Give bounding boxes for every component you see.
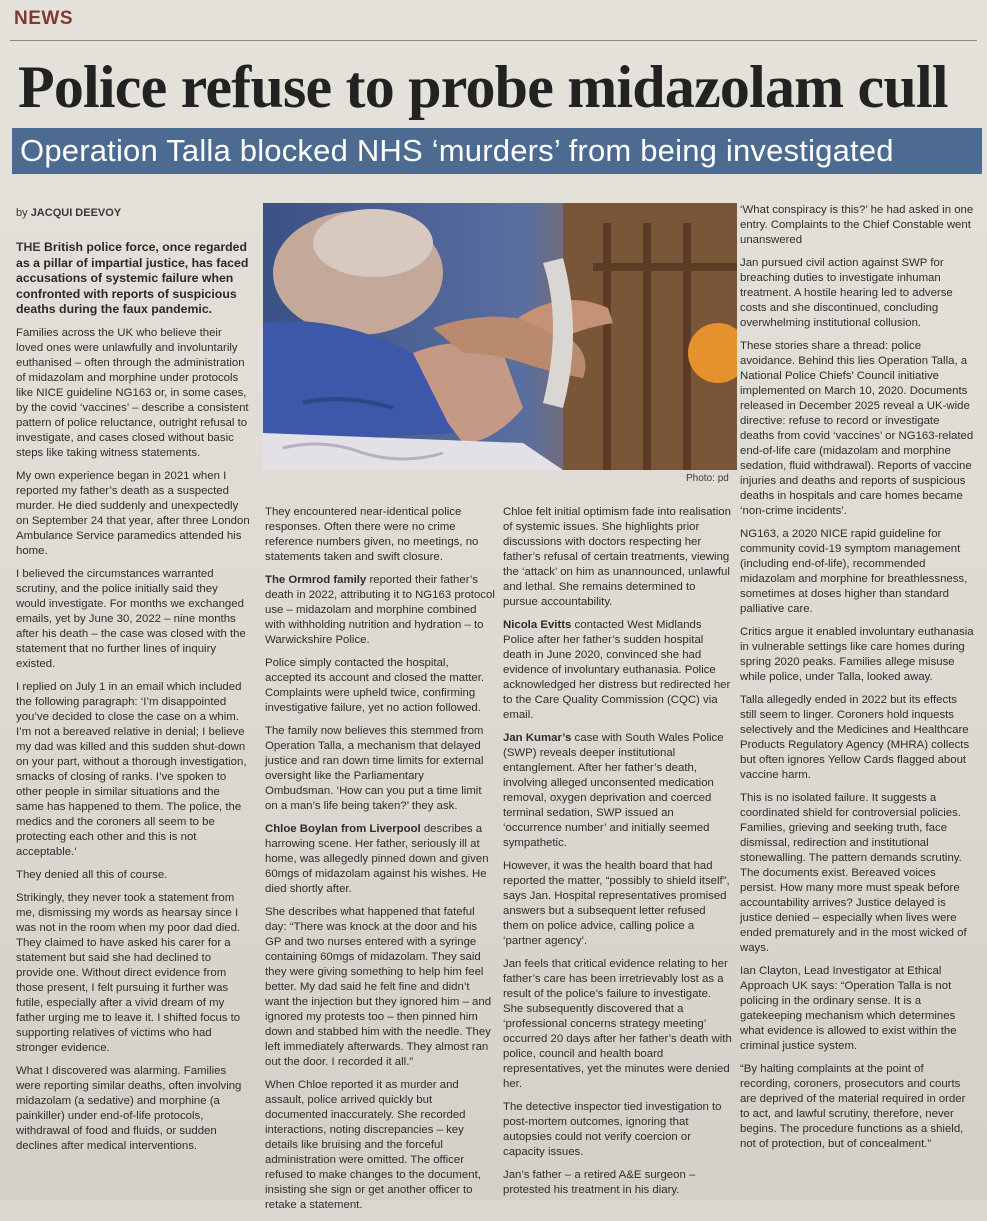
- col2-paragraph-text: reported their father’s death in 2022, attributing it to NG163 protocol use – midazolam and morphine combined with withholding nutrition and hydration – to Warwickshire Police.: [265, 574, 495, 646]
- col1-paragraph: What I discovered was alarming. Families were reporting similar deaths, often involving midazolam (a sedative) and morphine (a painkiller) under end-of-life protocols, withdrawal of food and fluids, or sudden declines after medical interventions.: [16, 1064, 242, 1152]
- hands-photo-illustration: [263, 203, 737, 470]
- col3-paragraph-text: case with South Wales Police (SWP) reveals deeper institutional entanglement. After her father’s death, involving alleged unconsented medication removal, oxygen deprivation and coerced terminal sedation, SWP issued an ‘occurrence number’ and initially seemed sympathetic.: [503, 732, 724, 849]
- col3-paragraph: Jan feels that critical evidence relating to her father’s care has been irretrievably lost as a result of the police’s failure to investigate. She subsequently discovered that a ‘professional concerns strategy meeting’ occurred 20 days after her father’s death with police, council and health board representatives, yet the minutes were denied her.: [503, 958, 732, 1090]
- col3-paragraph-text: contacted West Midlands Police after her father’s sudden hospital death in June 2020, convinced she had evidence of involuntary euthanasia. Police acknowledged her distress but redirected her to the Care Quality Commission (CQC) via email.: [503, 619, 731, 721]
- standfirst: Operation Talla blocked NHS ‘murders’ from being investigated: [12, 128, 982, 174]
- col3-paragraph: However, it was the health board that had reported the matter, “possibly to shield itself”, says Jan. Hospital representatives promised answers but a subsequent letter refused them on police advice, calling police a ‘partner agency’.: [503, 860, 730, 947]
- col2-paragraph: The family now believes this stemmed from Operation Talla, a mechanism that delayed justice and ran down time limits for external oversight like the Parliamentary Ombudsman. ‘How can you put a time limit on a man’s life being taken?’ they ask.: [265, 725, 484, 812]
- byline-author: JACQUI DEEVOY: [30, 207, 122, 219]
- column-1: [16, 240, 250, 1162]
- col2-paragraph: [265, 822, 495, 897]
- col3-paragraph: Chloe felt initial optimism fade into realisation of systemic issues. She highlights prior discussions with doctors respecting her father’s refusal of certain treatments, viewing the ‘attack’ on him as unannounced, unlawful and lethal. She remains determined to pursue accountability.: [503, 506, 731, 608]
- column-2: [265, 505, 495, 1221]
- col3-paragraph: The detective inspector tied investigation to post-mortem outcomes, ignoring that autopsies could not verify coercion or capacity issues.: [503, 1101, 722, 1158]
- col4-paragraph: Critics argue it enabled involuntary euthanasia in vulnerable settings like care homes during spring 2020 peaks. Families allege misuse while police, under Talla, looked away.: [740, 626, 974, 683]
- nicola-evitts-name: Nicola Evitts: [503, 619, 572, 631]
- col2-paragraph: Police simply contacted the hospital, accepted its account and closed the matter. Complaints were upheld twice, confirming investigative failure, yet no action followed.: [265, 657, 485, 714]
- photo-credit: Photo: pd: [686, 473, 729, 484]
- lead-text: British police force, once regarded as a pillar of impartial justice, has faced accusations of systemic failure when confronted with reports of suspicious deaths during the faux pandemic.: [16, 240, 249, 316]
- col2-paragraph: They encountered near-identical police responses. Often there were no crime reference numbers given, no meetings, no statements taken and swift closure.: [265, 506, 479, 563]
- col3-paragraph: [503, 618, 733, 723]
- byline: [16, 207, 121, 219]
- col4-paragraph: “By halting complaints at the point of recording, coroners, prosecutors and courts are deprived of the material required in order to act, and lawful scrutiny, therefore, never begins. The procedure functions as a shield, not of protection, but of concealment.”: [740, 1063, 966, 1150]
- ormrod-family-name: The Ormrod family: [265, 574, 367, 586]
- col1-paragraph: I believed the circumstances warranted scrutiny, and the police initially said they would investigate. For months we exchanged emails, yet by June 30, 2022 – nine months after his death – the case was closed with the statement that no further lines of inquiry existed.: [16, 567, 246, 670]
- col4-paragraph: These stories share a thread: police avoidance. Behind this lies Operation Talla, a National Police Chiefs’ Council initiative implemented on March 10, 2020. Documents released in December 2025 reveal a UK-wide directive: refuse to record or investigate deaths from covid ‘vaccines’ or NG163-related end-of-life care (midazolam and morphine sedation, fluid withdrawal). Reports of vaccine injuries and deaths and reports of suspicious deaths in hospitals and care homes became ‘non-crime incidents’.: [740, 340, 974, 517]
- column-4: [740, 203, 974, 1160]
- col4-paragraph: Ian Clayton, Lead Investigator at Ethical Approach UK says: “Operation Talla is not policing in the ordinary sense. It is a gatekeeping mechanism which determines what evidence is allowed to exist within the criminal justice system.: [740, 965, 957, 1052]
- col4-paragraph: NG163, a 2020 NICE rapid guideline for community covid-19 symptom management (including end-of-life), recommended midazolam and morphine for breathlessness, sometimes at doses higher than standard palliative care.: [740, 528, 968, 615]
- headline: Police refuse to probe midazolam cull: [18, 54, 948, 120]
- byline-prefix: by: [16, 207, 28, 219]
- col2-paragraph-text: describes a harrowing scene. Her father, seriously ill at home, was allegedly pinned down and given 60mgs of midazolam against his wishes. He died shortly after.: [265, 823, 489, 895]
- col1-paragraph: I replied on July 1 in an email which included the following paragraph: ‘I’m disappointed you’ve decided to close the case on a whim. I’m not a bereaved relative in denial; I believe my dad was killed and this sudden shut-down on your part, without a thorough investigation, smacks of closing of ranks. I’ve spoken to other people in similar situations and the same has happened to them. The police, the medics and the coroners all seem to be protecting each other and this is not acceptable.’: [16, 680, 247, 858]
- col4-paragraph: This is no isolated failure. It suggests a coordinated shield for controversial policies. Families, grieving and seeking truth, face dismissal, redirection and institutional stonewalling. The pattern demands scrutiny. The documents exist. Bereaved voices persist. How many more must speak before accountability arrives? Justice delayed is justice denied – especially when lives were ended prematurely and in the most wicked of ways.: [740, 792, 967, 954]
- chloe-boylan-name: Chloe Boylan from Liverpool: [265, 823, 421, 835]
- column-3: [503, 505, 733, 1206]
- col3-paragraph: Jan’s father – a retired A&E surgeon – protested his treatment in his diary.: [503, 1169, 696, 1196]
- top-rule: [10, 40, 977, 41]
- col2-paragraph: [265, 573, 495, 648]
- section-label: NEWS: [14, 8, 73, 29]
- col1-paragraph: Families across the UK who believe their loved ones were unlawfully and involuntarily euthanised – often through the administration of midazolam and morphine under protocols like NICE guideline NG163 or, in some cases, by the covid ‘vaccines’ – describe a consistent pattern of police reluctance, outright refusal to investigate, and cases closed without basic steps like taking witness statements.: [16, 326, 249, 459]
- col1-paragraph: Strikingly, they never took a statement from me, dismissing my words as hearsay since I was not in the room when my poor dad died. They claimed to have asked his carer for a statement but said she had declined to provide one. Without direct evidence from those present, I felt pursuing it further was futile, especially after a vivid dream of my father urging me to leave it. I shifted focus to supporting relatives of victims who had stronger evidence.: [16, 891, 241, 1054]
- col1-paragraph: My own experience began in 2021 when I reported my father’s death as a suspected murder. He died suddenly and unexpectedly on September 24 that year, after three London Ambulance Service paramedics attended his home.: [16, 469, 250, 557]
- lead-paragraph: [16, 240, 250, 318]
- col2-paragraph: When Chloe reported it as murder and assault, police arrived quickly but documented inaccurately. She recorded interactions, noting discrepancies – key details like bruising and the forceful administration were omitted. The officer refused to make changes to the document, insisting she sign or get another officer to retake a statement.: [265, 1079, 481, 1211]
- col3-paragraph: [503, 731, 733, 851]
- lead-cap: THE: [16, 240, 41, 254]
- article-photo: [263, 203, 737, 470]
- col1-paragraph: They denied all this of course.: [16, 868, 168, 881]
- col4-paragraph: Talla allegedly ended in 2022 but its effects still seem to linger. Coroners hold inquests selectively and the Medicines and Healthcare Products Regulatory Agency (MHRA) collects but often ignores Yellow Cards flagged about vaccine harm.: [740, 694, 970, 781]
- col2-paragraph: She describes what happened that fateful day: “There was knock at the door and his GP and two nurses entered with a syringe containing 60mgs of midazolam. They said they were giving something to help him feel better. My dad said he felt fine and didn’t want the injection but they ignored him – and ignored my protests too – then pinned him down and stabbed him with the needle. They left immediately afterwards. They almost ran out the door. I recorded it all.”: [265, 906, 492, 1068]
- col4-paragraph: Jan pursued civil action against SWP for breaching duties to investigate inhuman treatment. A hostile hearing led to adverse costs and she discontinued, concluding overwhelming institutional collusion.: [740, 257, 953, 329]
- jan-kumar-name: Jan Kumar’s: [503, 732, 572, 744]
- col4-paragraph: ‘What conspiracy is this?’ he had asked in one entry. Complaints to the Chief Constable went unanswered: [740, 204, 974, 246]
